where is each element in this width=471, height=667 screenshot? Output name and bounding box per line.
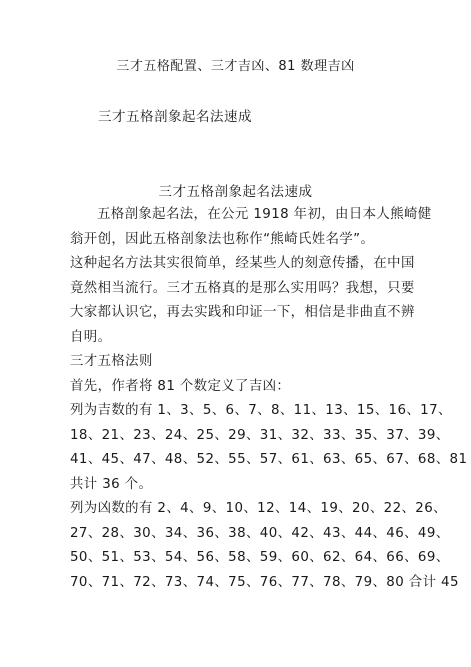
paragraph-line: 50、51、53、54、56、58、59、60、62、64、66、69、 — [70, 550, 450, 565]
document-title: 三才五格配置、三才吉凶、81 数理吉凶 — [116, 59, 355, 74]
paragraph-line: 这种起名方法其实很简单，经某些人的刻意传播，在中国 — [70, 256, 415, 271]
document-subtitle: 三才五格剖象起名法速成 — [98, 109, 252, 125]
paragraph-line: 自明。 — [70, 329, 112, 345]
article-body — [70, 203, 468, 595]
paragraph-line: 27、28、30、34、36、38、40、42、43、44、46、49、 — [70, 525, 450, 541]
paragraph-line: 共计 36 个。 — [70, 476, 153, 492]
paragraph-line: 大家都认识它，再去实践和印证一下，相信是非曲直不辨 — [70, 305, 415, 320]
article-title: 三才五格剖象起名法速成 — [158, 184, 313, 200]
paragraph-line: 翁开创，因此五格剖象法也称作“熊崎氏姓名学”。 — [70, 231, 375, 247]
paragraph-line: 五格剖象起名法，在公元 1918 年初，由日本人熊崎健 — [97, 207, 432, 222]
paragraph-line: 41、45、47、48、52、55、57、61、63、65、67、68、81 — [70, 452, 468, 467]
paragraph-line: 竟然相当流行。三才五格真的是那么实用吗？我想，只要 — [70, 280, 415, 296]
paragraph-line: 18、21、23、24、25、29、31、32、33、35、37、39、 — [70, 427, 450, 443]
paragraph-line: 列为吉数的有 1、3、5、6、7、8、11、13、15、16、17、 — [70, 403, 452, 418]
paragraph-line: 70、71、72、73、74、75、76、77、78、79、80 合计 45 — [70, 574, 459, 590]
paragraph-line: 首先，作者将 81 个数定义了吉凶： — [70, 378, 291, 394]
paragraph-line: 列为凶数的有 2、4、9、10、12、14、19、20、22、26、 — [70, 501, 447, 516]
section-heading: 三才五格法则 — [70, 354, 153, 369]
